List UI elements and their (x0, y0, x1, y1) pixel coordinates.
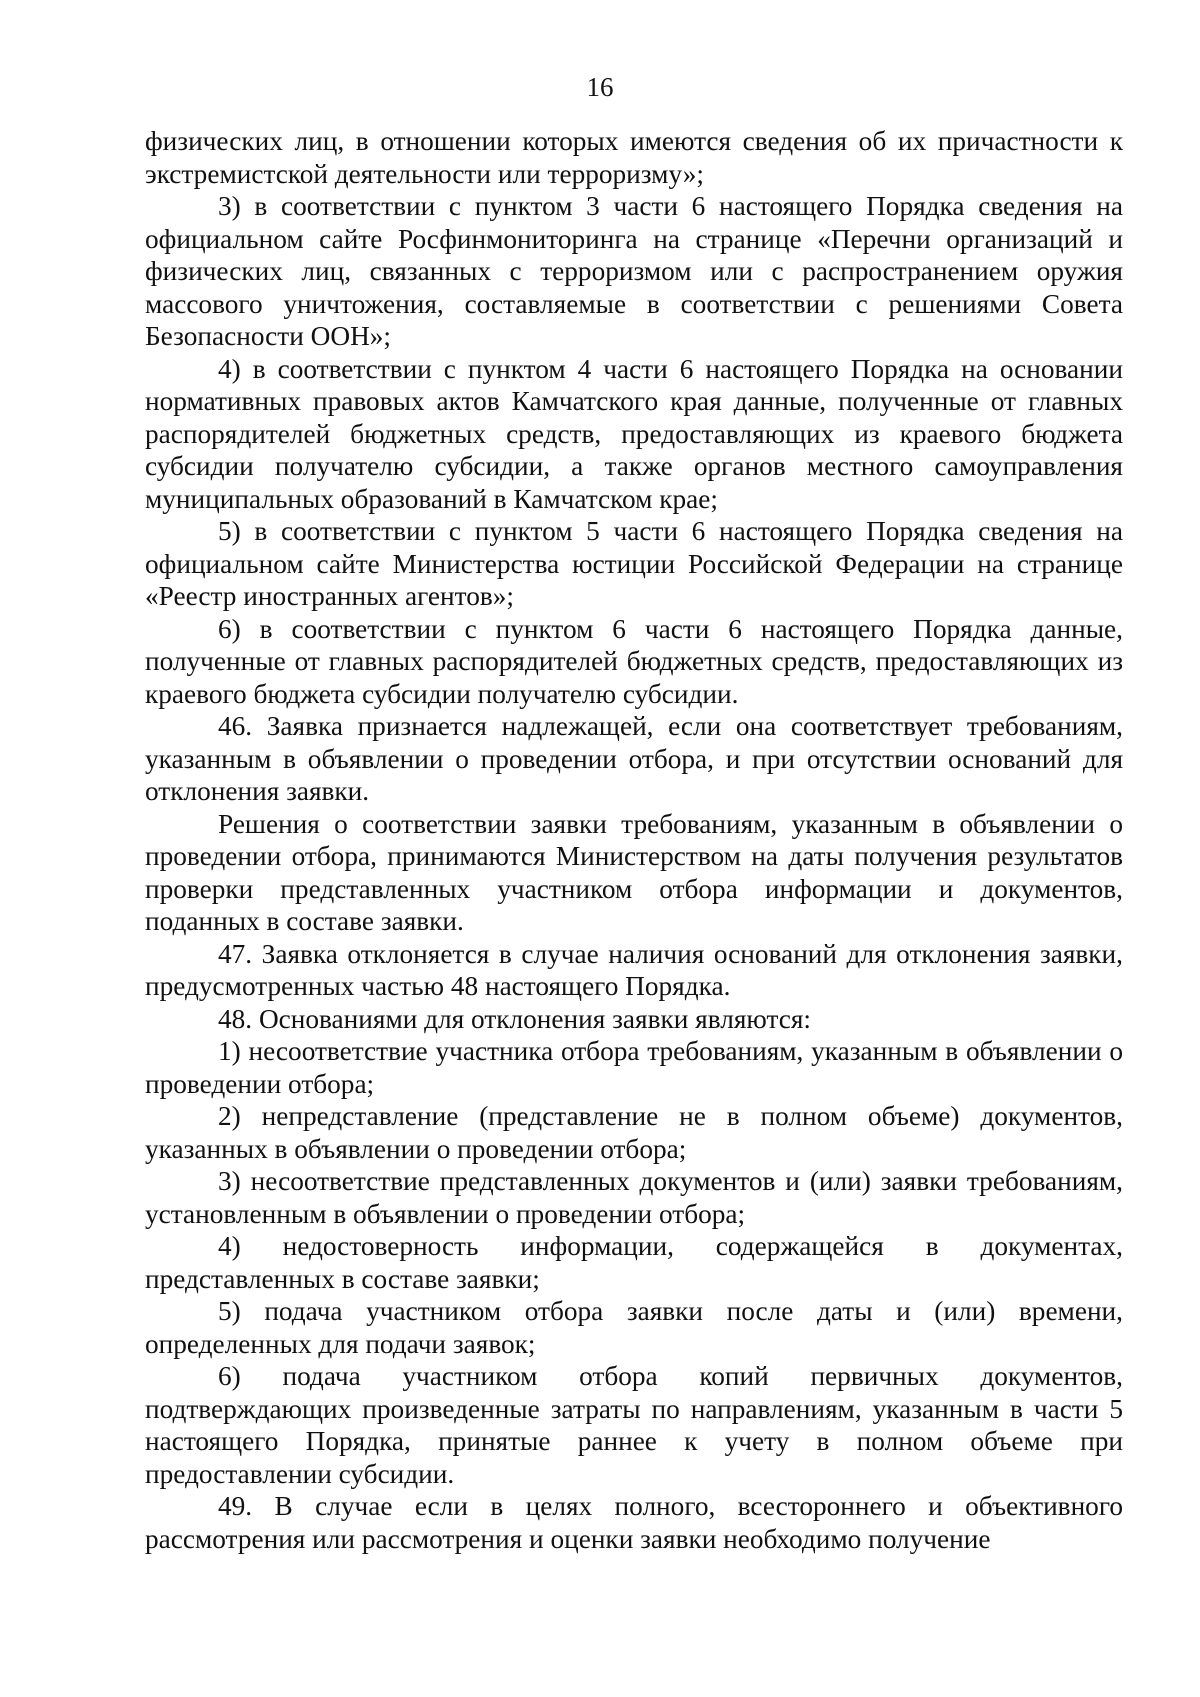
clause-49: 49. В случае если в целях полного, всестороннего и объективного рассмотрения или рассмотрения и оценки заявки необходимо получение (145, 1491, 1123, 1554)
rejection-ground-6: 6) подача участником отбора копий первичных документов, подтверждающих произведенные затраты по направлениям, указанным в части 5 настоящего Порядка, принятые раннее к учету в полном объеме при предоставлении субсидии. (145, 1361, 1123, 1489)
rejection-ground-5: 5) подача участником отбора заявки после даты и (или) времени, определенных для подачи заявок; (145, 1296, 1123, 1359)
clause-47: 47. Заявка отклоняется в случае наличия оснований для отклонения заявки, предусмотренных частью 48 настоящего Порядка. (145, 938, 1123, 1001)
list-item-6: 6) в соответствии с пунктом 6 части 6 настоящего Порядка данные, полученные от главных распорядителей бюджетных средств, предоставляющих из краевого бюджета субсидии получателю субсидии. (145, 613, 1123, 709)
rejection-ground-4: 4) недостоверность информации, содержащейся в документах, представленных в составе заявки; (145, 1231, 1123, 1294)
list-item-3: 3) в соответствии с пунктом 3 части 6 настоящего Порядка сведения на официальном сайте Росфинмониторинга на странице «Перечни организаций и физических лиц, связанных с терроризмом или с распространением оружия массового уничтожения, составляемые в соответствии с решениями Совета Безопасности ООН»; (145, 191, 1123, 351)
clause-46: 46. Заявка признается надлежащей, если она соответствует требованиям, указанным в объявлении о проведении отбора, и при отсутствии оснований для отклонения заявки. (145, 711, 1123, 806)
page-number: 16 (586, 72, 614, 102)
clause-48: 48. Основаниями для отклонения заявки являются: (218, 1003, 811, 1034)
rejection-ground-1: 1) несоответствие участника отбора требованиям, указанным в объявлении о проведении отбора; (145, 1036, 1123, 1099)
rejection-ground-3: 3) несоответствие представленных документов и (или) заявки требованиям, установленным в объявлении о проведении отбора; (145, 1166, 1123, 1229)
document-body (145, 125, 1123, 1555)
list-item-4: 4) в соответствии с пунктом 4 части 6 настоящего Порядка на основании нормативных правовых актов Камчатского края данные, полученные от главных распорядителей бюджетных средств, предоставляющих из краевого бюджета субсидии получателю субсидии, а также органов местного самоуправления муниципальных образований в Камчатском крае; (145, 353, 1123, 514)
list-item-5: 5) в соответствии с пунктом 5 части 6 настоящего Порядка сведения на официальном сайте Министерства юстиции Российской Федерации на странице «Реестр иностранных агентов»; (145, 516, 1123, 611)
rejection-ground-2: 2) непредставление (представление не в полном объеме) документов, указанных в объявлении о проведении отбора; (145, 1101, 1123, 1164)
paragraph-continuation: физических лиц, в отношении которых имеются сведения об их причастности к экстремистской деятельности или терроризму»; (145, 126, 1123, 189)
clause-46-decisions: Решения о соответствии заявки требованиям, указанным в объявлении о проведении отбора, принимаются Министерством на даты получения результатов проверки представленных участником отбора информации и документов, поданных в составе заявки. (145, 808, 1123, 936)
